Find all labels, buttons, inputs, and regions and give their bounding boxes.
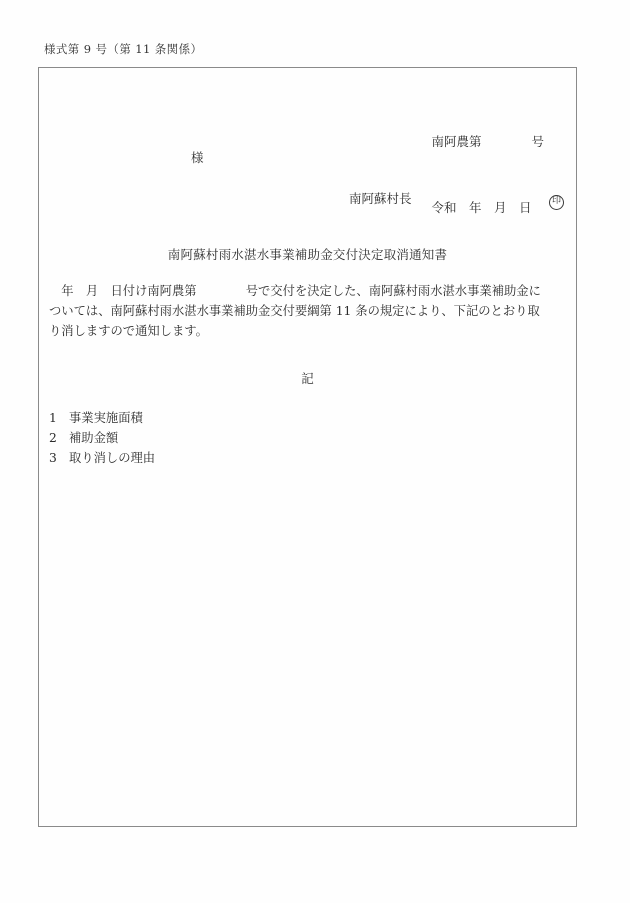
document-date-line: 令和 年 月 日	[431, 200, 532, 215]
seal-stamp-icon: 印	[549, 195, 564, 210]
list-item	[49, 448, 449, 468]
body-line-2: ついては、南阿蘇村雨水湛水事業補助金交付要綱第 11 条の規定により、下記のとおり取	[49, 304, 540, 318]
form-number: 様式第 9 号（第 11 条関係）	[44, 42, 203, 56]
list-item	[49, 408, 449, 428]
record-item-list	[49, 408, 449, 468]
document-number-line: 南阿農第 号	[431, 134, 544, 149]
record-marker: 記	[301, 371, 314, 386]
document-frame	[38, 67, 577, 827]
seal-placeholder	[549, 189, 564, 210]
document-title: 南阿蘇村雨水湛水事業補助金交付決定取消通知書	[167, 247, 448, 262]
issuer-name: 南阿蘇村長	[349, 191, 412, 206]
list-item-label: 事業実施面積	[69, 411, 143, 425]
document-number-block	[431, 87, 544, 263]
list-item-number: 3	[49, 451, 57, 465]
body-line-3: り消しますので通知します。	[49, 324, 208, 338]
addressee-honorific: 様	[191, 150, 204, 165]
list-item-number: 2	[49, 431, 57, 445]
document-frame-inner	[39, 68, 576, 826]
list-item-label: 補助金額	[69, 431, 119, 445]
document-body	[49, 281, 571, 341]
list-item-label: 取り消しの理由	[69, 451, 156, 465]
list-item	[49, 428, 449, 448]
list-item-number: 1	[49, 411, 57, 425]
body-line-1: 年 月 日付け南阿農第 号で交付を決定した、南阿蘇村雨水湛水事業補助金に	[49, 284, 541, 298]
